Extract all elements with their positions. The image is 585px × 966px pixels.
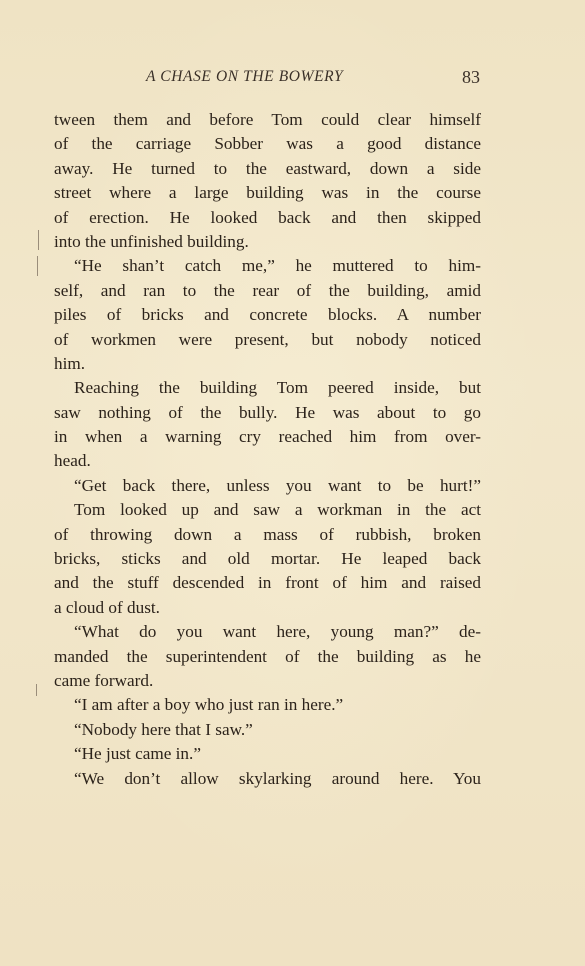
text-line: away. He turned to the eastward, down a side (54, 158, 481, 178)
text-line: street where a large building was in the course (54, 183, 481, 203)
text-line: “Get back there, unless you want to be hurt!” (74, 475, 481, 495)
text-line: of erection. He looked back and then skipped (54, 207, 481, 227)
text-line: Tom looked up and saw a workman in the act (74, 500, 481, 520)
text-line: bricks, sticks and old mortar. He leaped back (54, 549, 481, 569)
text-line: saw nothing of the bully. He was about to go (54, 402, 481, 422)
text-line: of workmen were present, but nobody noticed (54, 329, 481, 349)
text-line: him. (54, 353, 86, 373)
text-line: head. (54, 451, 91, 471)
page-number: 83 (462, 67, 480, 87)
text-line: Reaching the building Tom peered inside, but (74, 378, 481, 398)
text-line: manded the superintendent of the building as he (54, 646, 481, 666)
running-head (0, 68, 585, 92)
text-line: “He shan’t catch me,” he muttered to him- (74, 256, 481, 276)
text-line: “He just came in.” (74, 744, 201, 764)
text-line: “We don’t allow skylarking around here. You (74, 768, 481, 788)
text-line: self, and ran to the rear of the building, amid (54, 280, 481, 300)
text-line: a cloud of dust. (54, 597, 160, 617)
text-line: “I am after a boy who just ran in here.” (74, 695, 344, 715)
text-line: into the unfinished building. (54, 231, 249, 251)
text-line: in when a warning cry reached him from over- (54, 427, 481, 447)
text-line: “What do you want here, young man?” de- (74, 622, 481, 642)
body-text (54, 108, 481, 791)
running-title: A CHASE ON THE BOWERY (146, 68, 344, 85)
text-line: piles of bricks and concrete blocks. A number (54, 305, 481, 325)
text-line: came forward. (54, 670, 154, 690)
margin-mark (36, 684, 37, 696)
text-line: “Nobody here that I saw.” (74, 719, 253, 739)
text-line: tween them and before Tom could clear himself (54, 110, 481, 129)
margin-mark (37, 256, 38, 276)
margin-mark (38, 230, 39, 250)
text-line: and the stuff descended in front of him and raised (54, 573, 481, 593)
text-line: of the carriage Sobber was a good distance (54, 134, 481, 154)
text-line: of throwing down a mass of rubbish, broken (54, 524, 481, 544)
